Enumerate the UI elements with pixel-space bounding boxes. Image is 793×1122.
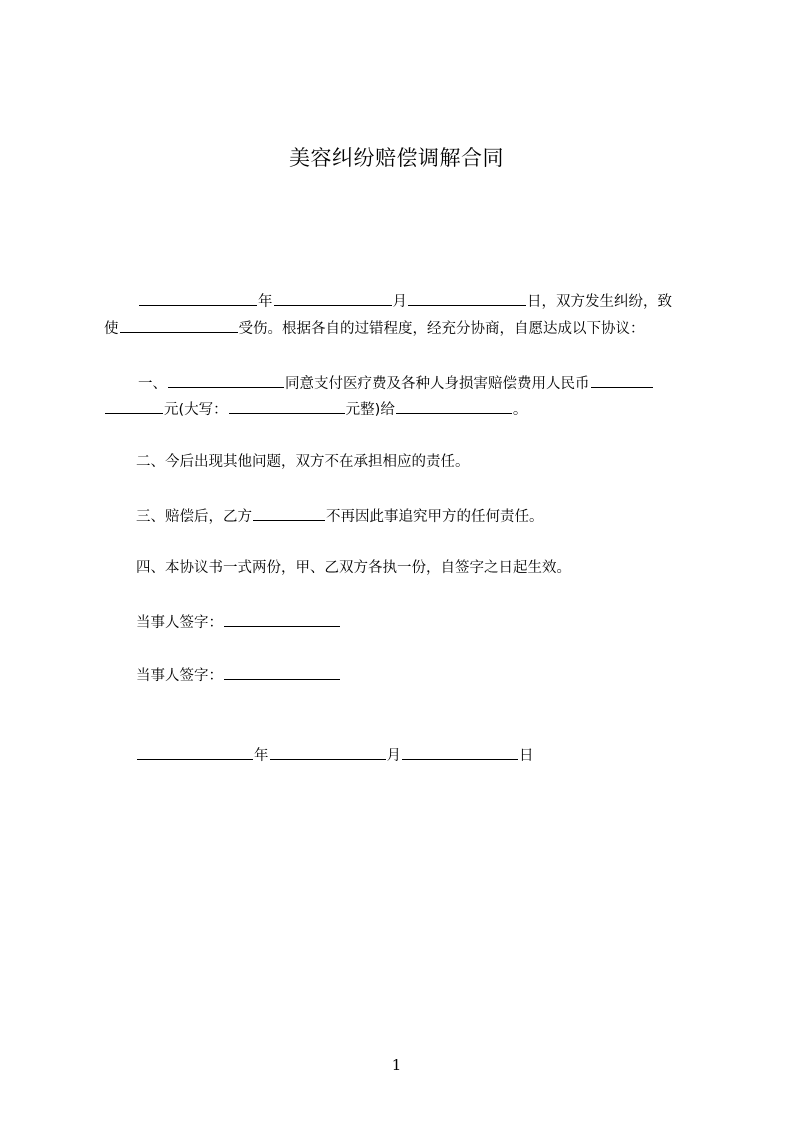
injured-party-blank[interactable]	[120, 317, 238, 333]
amount-blank-part1[interactable]	[591, 372, 653, 388]
year-label: 年	[258, 294, 273, 310]
signature-blank-1[interactable]	[224, 611, 340, 627]
signature-label-1: 当事人签字：	[136, 615, 223, 631]
payer-blank[interactable]	[168, 372, 284, 388]
signature-line-1	[136, 611, 341, 633]
date-line	[136, 744, 534, 766]
intro-line2-end: 受伤。根据各自的过错程度，经充分协商，自愿达成以下协议：	[238, 321, 645, 337]
month-label: 月	[392, 294, 407, 310]
date-day-label: 日	[519, 748, 534, 764]
signature-line-2	[136, 664, 341, 686]
clause1-end: 。	[512, 402, 528, 418]
date-month-blank[interactable]	[270, 744, 386, 760]
clause2: 二、今后出现其他问题，双方不在承担相应的责任。	[136, 454, 470, 470]
clause1-zheng: 元整)给	[345, 402, 395, 418]
party-b-blank[interactable]	[253, 505, 325, 521]
clause4: 四、本协议书一式两份，甲、乙双方各执一份，自签字之日起生效。	[136, 560, 571, 576]
intro-day-text: 日，双方发生纠纷，致	[527, 294, 672, 310]
day-blank[interactable]	[408, 290, 526, 306]
amount-uppercase-blank[interactable]	[229, 398, 345, 414]
date-month-label: 月	[386, 748, 401, 764]
clause3	[136, 505, 544, 527]
year-blank[interactable]	[139, 290, 257, 306]
clause1-line-2	[104, 398, 527, 420]
clause1-line-1	[138, 372, 654, 394]
intro-line2-start: 使	[104, 321, 119, 337]
clause1-prefix: 一、	[138, 376, 167, 392]
date-day-blank[interactable]	[402, 744, 518, 760]
date-year-label: 年	[254, 748, 269, 764]
amount-blank-part2[interactable]	[105, 398, 163, 414]
document-title: 美容纠纷赔偿调解合同	[289, 146, 504, 170]
signature-label-2: 当事人签字：	[136, 668, 223, 684]
clause1-yuan: 元(大写：	[164, 402, 228, 418]
page-number: 1	[391, 1056, 402, 1074]
recipient-blank[interactable]	[396, 398, 512, 414]
month-blank[interactable]	[274, 290, 392, 306]
clause3-text: 不再因此事追究甲方的任何责任。	[326, 509, 544, 525]
clause3-prefix: 三、赔偿后，乙方	[136, 509, 252, 525]
clause1-text: 同意支付医疗费及各种人身损害赔偿费用人民币	[285, 376, 590, 392]
signature-blank-2[interactable]	[224, 664, 340, 680]
intro-line-1	[138, 290, 672, 312]
date-year-blank[interactable]	[137, 744, 253, 760]
intro-line-2	[104, 317, 645, 339]
